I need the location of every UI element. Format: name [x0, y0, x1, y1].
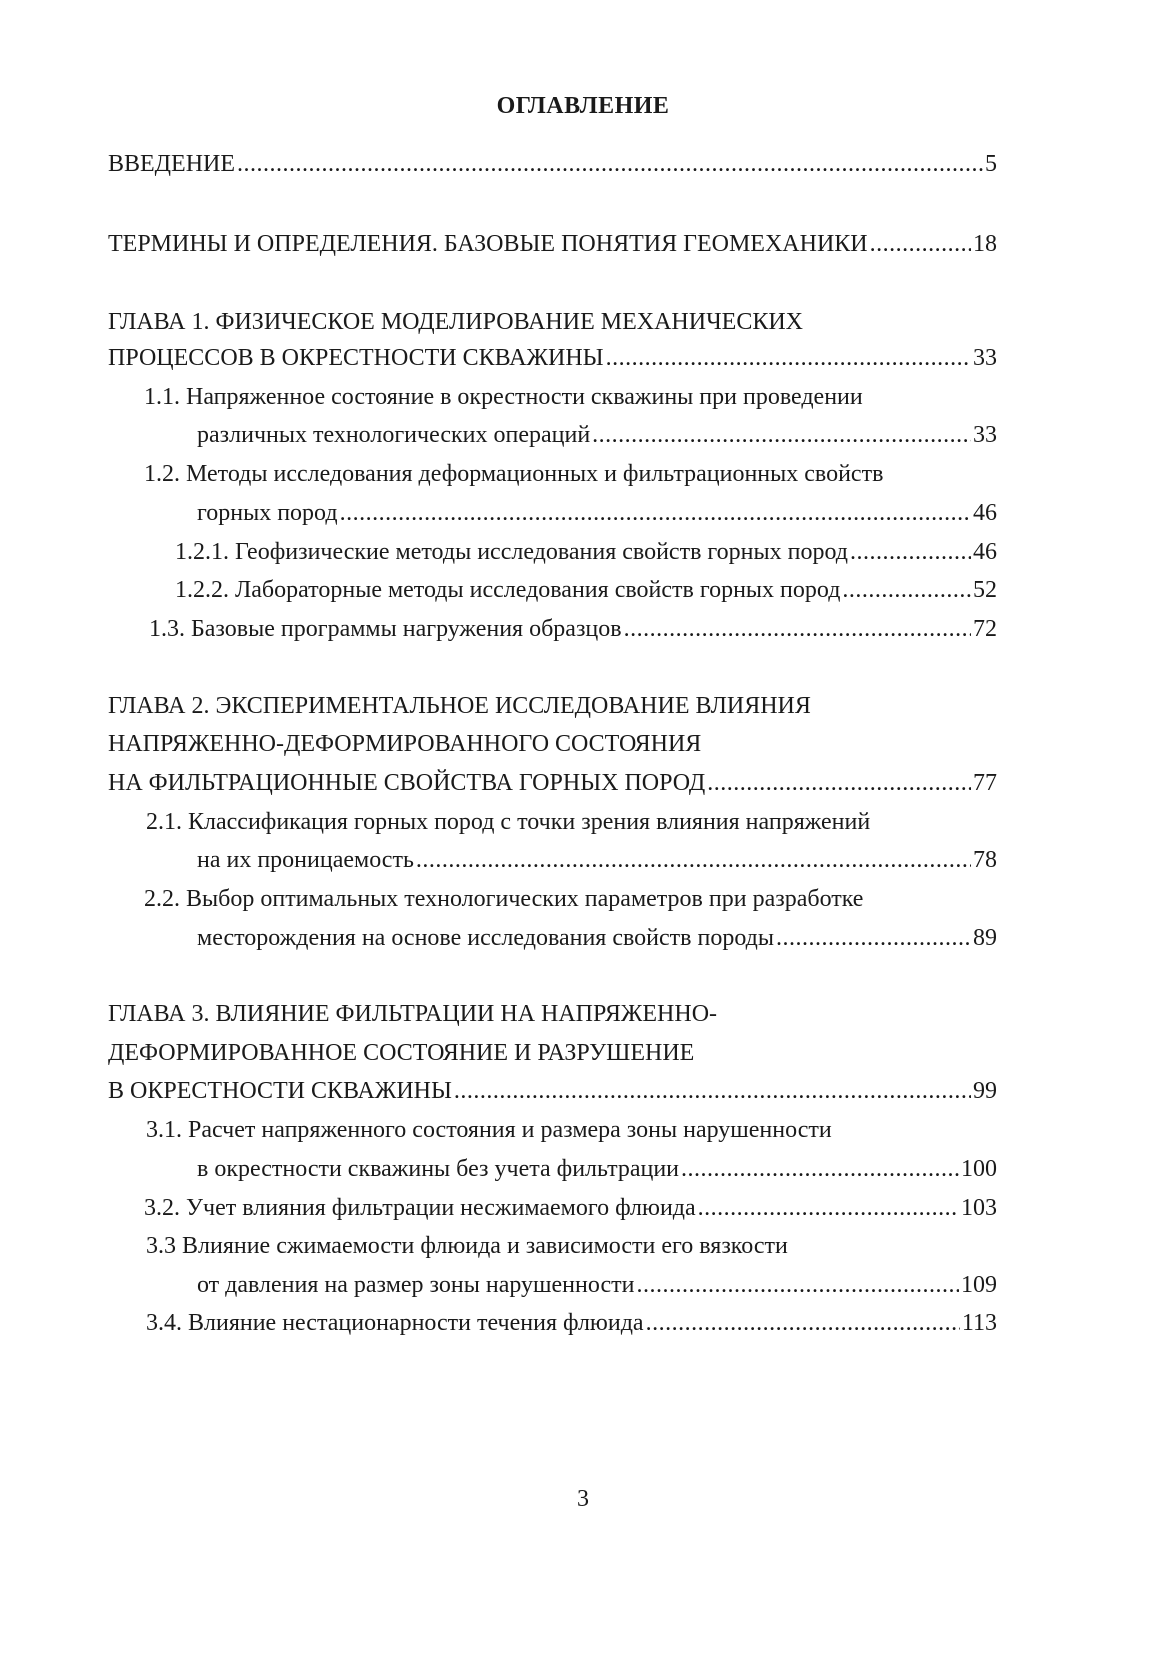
toc-entry[interactable] — [197, 922, 997, 954]
toc-leader — [340, 497, 971, 529]
toc-entry-text: ТЕРМИНЫ И ОПРЕДЕЛЕНИЯ. БАЗОВЫЕ ПОНЯТИЯ ГЕОМЕХАНИКИ — [108, 231, 868, 257]
toc-entry[interactable] — [175, 574, 997, 606]
toc-entry-text: ПРОЦЕССОВ В ОКРЕСТНОСТИ СКВАЖИНЫ — [108, 345, 604, 371]
toc-entry[interactable] — [175, 536, 997, 568]
toc-entry[interactable] — [108, 342, 997, 374]
toc-entry-page: 72 — [973, 616, 997, 642]
toc-entry-text: 1.2.2. Лабораторные методы исследования свойств горных пород — [175, 577, 841, 603]
toc-entry-text: месторождения на основе исследования свойств породы — [197, 925, 774, 951]
toc-entry-page: 78 — [973, 847, 997, 873]
toc-entry[interactable] — [108, 228, 997, 260]
toc-entry-text: ВВЕДЕНИЕ — [108, 151, 236, 177]
toc-entry[interactable] — [149, 613, 997, 645]
toc-leader — [237, 148, 983, 180]
toc-entry[interactable] — [108, 148, 997, 180]
toc-entry-text: 1.1. Напряженное состояние в окрестности скважины при проведении — [144, 384, 863, 410]
toc-entry-text: НА ФИЛЬТРАЦИОННЫЕ СВОЙСТВА ГОРНЫХ ПОРОД — [108, 770, 706, 796]
toc-entry[interactable] — [197, 844, 997, 876]
toc-entry-page: 46 — [973, 500, 997, 526]
toc-entry[interactable] — [108, 767, 997, 799]
toc-leader — [592, 419, 971, 451]
toc-entry-text: 1.3. Базовые программы нагружения образцов — [149, 616, 622, 642]
page-title: ОГЛАВЛЕНИЕ — [496, 93, 670, 119]
toc-leader — [624, 613, 971, 645]
toc-entry-text: 1.2.1. Геофизические методы исследования свойств горных пород — [175, 539, 848, 565]
toc-section-line — [146, 1114, 832, 1146]
toc-entry-text: в окрестности скважины без учета фильтрации — [197, 1156, 680, 1182]
toc-leader — [842, 574, 971, 606]
toc-entry[interactable] — [197, 419, 997, 451]
toc-leader — [707, 767, 971, 799]
toc-chapter-line — [108, 998, 717, 1030]
toc-entry-text: горных пород — [197, 500, 338, 526]
toc-entry-page: 77 — [973, 770, 997, 796]
toc-chapter-line — [108, 306, 803, 338]
toc-entry-page: 18 — [973, 231, 997, 257]
toc-entry-text: ГЛАВА 2. ЭКСПЕРИМЕНТАЛЬНОЕ ИССЛЕДОВАНИЕ ВЛИЯНИЯ — [108, 693, 811, 719]
toc-entry-page: 33 — [973, 422, 997, 448]
toc-leader — [698, 1192, 959, 1224]
toc-entry-text: В ОКРЕСТНОСТИ СКВАЖИНЫ — [108, 1078, 452, 1104]
page-number: 3 — [577, 1486, 589, 1512]
toc-entry[interactable] — [108, 1075, 997, 1107]
toc-leader — [776, 922, 971, 954]
toc-section-line — [144, 381, 863, 413]
toc-entry[interactable] — [197, 1269, 997, 1301]
toc-entry-text: 2.1. Классификация горных пород с точки зрения влияния напряжений — [146, 809, 871, 835]
toc-entry-page: 103 — [961, 1195, 997, 1221]
toc-entry-text: ДЕФОРМИРОВАННОЕ СОСТОЯНИЕ И РАЗРУШЕНИЕ — [108, 1040, 695, 1066]
toc-section-line — [144, 883, 863, 915]
toc-entry-page: 33 — [973, 345, 997, 371]
toc-leader — [646, 1307, 960, 1339]
toc-entry-page: 113 — [961, 1310, 997, 1336]
toc-section-line — [146, 1230, 788, 1262]
toc-entry-page: 89 — [973, 925, 997, 951]
toc-entry-text: от давления на размер зоны нарушенности — [197, 1272, 635, 1298]
toc-entry[interactable] — [197, 1153, 997, 1185]
toc-entry-text: ГЛАВА 1. ФИЗИЧЕСКОЕ МОДЕЛИРОВАНИЕ МЕХАНИЧЕСКИХ — [108, 309, 804, 335]
toc-chapter-line — [108, 728, 701, 760]
toc-entry[interactable] — [197, 497, 997, 529]
toc-entry-page: 46 — [973, 539, 997, 565]
toc-entry-text: различных технологических операций — [197, 422, 591, 448]
toc-entry-text: 2.2. Выбор оптимальных технологических параметров при разработке — [144, 886, 864, 912]
toc-entry-page: 5 — [985, 151, 997, 177]
toc-section-line — [146, 806, 870, 838]
toc-leader — [681, 1153, 959, 1185]
toc-leader — [636, 1269, 959, 1301]
toc-entry-page: 109 — [961, 1272, 997, 1298]
toc-leader — [606, 342, 971, 374]
toc-leader — [870, 228, 971, 260]
toc-entry-text: на их проницаемость — [197, 847, 414, 873]
toc-entry-text: НАПРЯЖЕННО-ДЕФОРМИРОВАННОГО СОСТОЯНИЯ — [108, 731, 702, 757]
toc-entry-text: 1.2. Методы исследования деформационных и фильтрационных свойств — [144, 461, 884, 487]
toc-entry-text: 3.1. Расчет напряженного состояния и размера зоны нарушенности — [146, 1117, 832, 1143]
toc-entry-page: 52 — [973, 577, 997, 603]
toc-entry-text: ГЛАВА 3. ВЛИЯНИЕ ФИЛЬТРАЦИИ НА НАПРЯЖЕННО- — [108, 1001, 718, 1027]
toc-entry[interactable] — [144, 1192, 997, 1224]
toc-entry[interactable] — [146, 1307, 997, 1339]
toc-entry-text: 3.3 Влияние сжимаемости флюида и зависимости его вязкости — [146, 1233, 788, 1259]
toc-entry-page: 100 — [961, 1156, 997, 1182]
toc-chapter-line — [108, 690, 811, 722]
toc-leader — [416, 844, 971, 876]
toc-leader — [454, 1075, 971, 1107]
toc-entry-page: 99 — [973, 1078, 997, 1104]
toc-section-line — [144, 458, 883, 490]
toc-leader — [850, 536, 971, 568]
toc-entry-text: 3.4. Влияние нестационарности течения флюида — [146, 1310, 644, 1336]
toc-entry-text: 3.2. Учет влияния фильтрации несжимаемого флюида — [144, 1195, 696, 1221]
toc-chapter-line — [108, 1037, 694, 1069]
